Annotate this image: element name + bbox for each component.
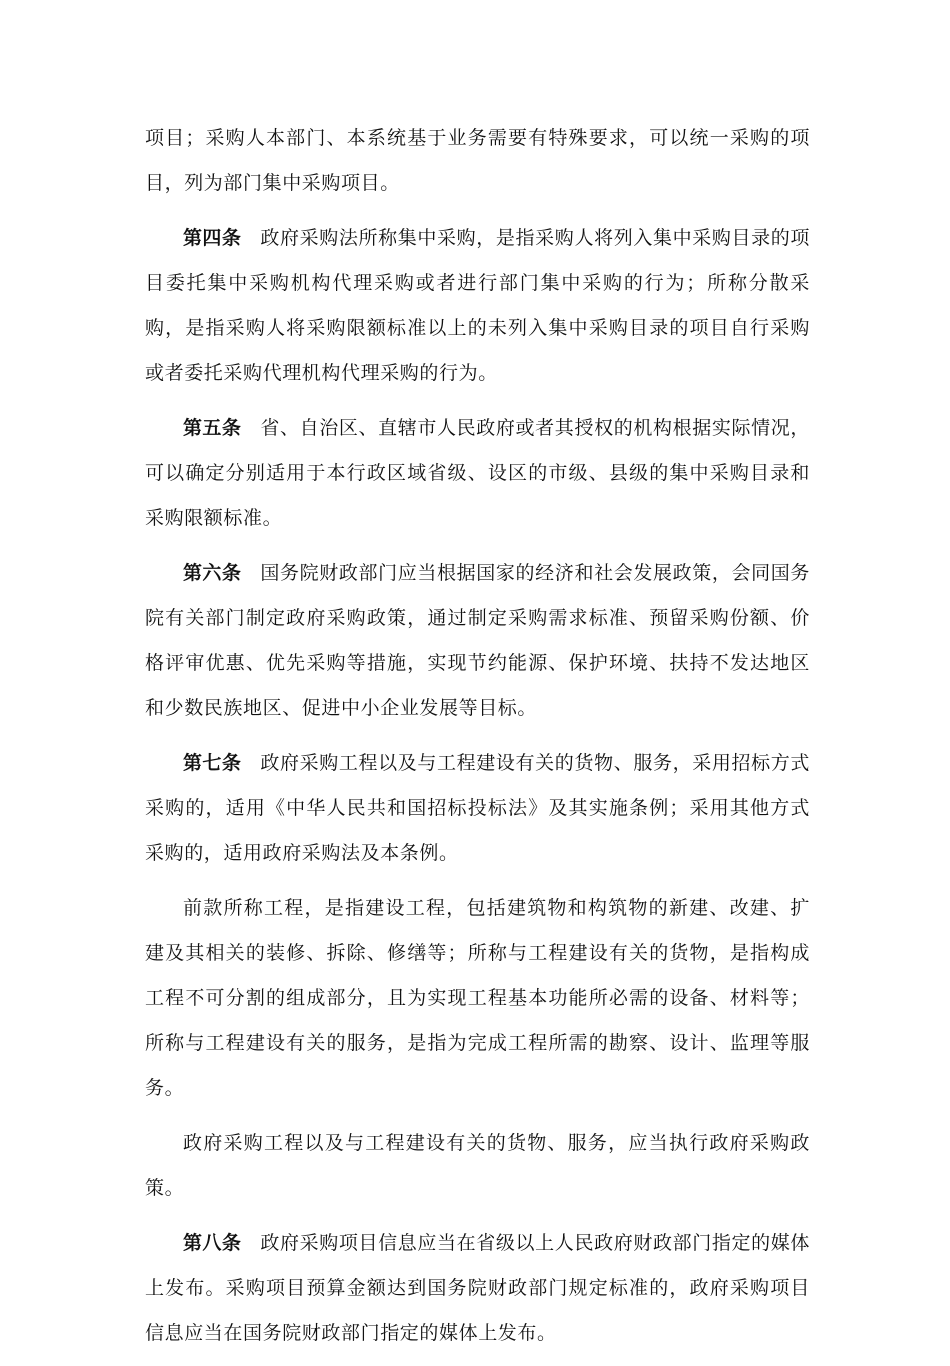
article-text: 省、自治区、直辖市人民政府或者其授权的机构根据实际情况，可以确定分别适用于本行政区域省级、设区的市级、县级的集中采购目录和采购限额标准。 <box>145 417 810 529</box>
article-text: 政府采购工程以及与工程建设有关的货物、服务，采用招标方式采购的，适用《中华人民共和国招标投标法》及其实施条例；采用其他方式采购的，适用政府采购法及本条例。 <box>145 752 810 864</box>
article-8 <box>145 1221 810 1356</box>
paragraph-continuation <box>145 116 810 206</box>
article-6 <box>145 551 810 731</box>
article-text: 政府采购法所称集中采购，是指采购人将列入集中采购目录的项目委托集中采购机构代理采购或者进行部门集中采购的行为；所称分散采购，是指采购人将采购限额标准以上的未列入集中采购目录的项目自行采购或者委托采购代理机构代理采购的行为。 <box>145 227 810 384</box>
article-5 <box>145 406 810 541</box>
paragraph-text: 项目；采购人本部门、本系统基于业务需要有特殊要求，可以统一采购的项目，列为部门集中采购项目。 <box>145 127 810 194</box>
body-text <box>145 116 810 1366</box>
article-7 <box>145 741 810 876</box>
paragraph-text: 政府采购工程以及与工程建设有关的货物、服务，应当执行政府采购政策。 <box>145 1132 810 1199</box>
paragraph-text: 前款所称工程，是指建设工程，包括建筑物和构筑物的新建、改建、扩建及其相关的装修、拆除、修缮等；所称与工程建设有关的货物，是指构成工程不可分割的组成部分，且为实现工程基本功能所必需的设备、材料等；所称与工程建设有关的服务，是指为完成工程所需的勘察、设计、监理等服务。 <box>145 897 810 1099</box>
article-text: 国务院财政部门应当根据国家的经济和社会发展政策，会同国务院有关部门制定政府采购政策，通过制定采购需求标准、预留采购份额、价格评审优惠、优先采购等措施，实现节约能源、保护环境、扶持不发达地区和少数民族地区、促进中小企业发展等目标。 <box>145 562 810 719</box>
article-heading: 第八条 <box>183 1232 242 1254</box>
article-4 <box>145 216 810 396</box>
article-heading: 第七条 <box>183 752 242 774</box>
article-7-paragraph-3 <box>145 1121 810 1211</box>
article-heading: 第五条 <box>183 417 242 439</box>
article-text: 政府采购项目信息应当在省级以上人民政府财政部门指定的媒体上发布。采购项目预算金额达到国务院财政部门规定标准的，政府采购项目信息应当在国务院财政部门指定的媒体上发布。 <box>145 1232 810 1344</box>
article-heading: 第四条 <box>183 227 242 249</box>
article-heading: 第六条 <box>183 562 242 584</box>
article-7-paragraph-2 <box>145 886 810 1111</box>
